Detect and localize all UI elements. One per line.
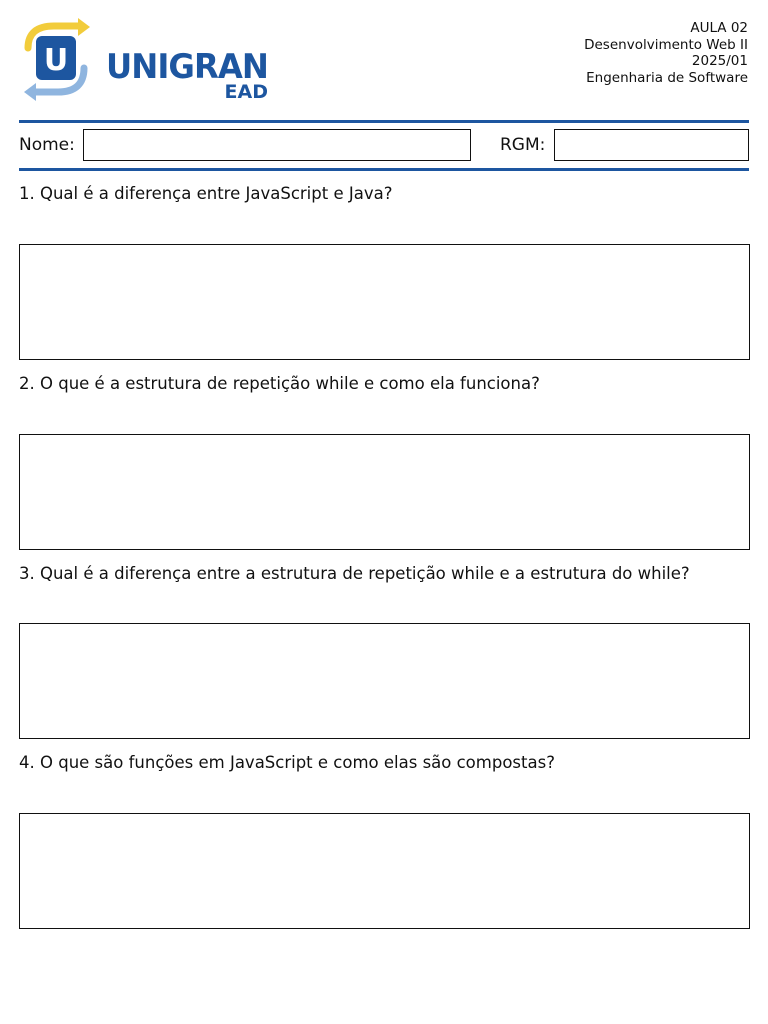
logo-mark-icon xyxy=(20,18,270,103)
nome-field[interactable] xyxy=(83,129,471,161)
answer-box-2[interactable] xyxy=(19,434,750,550)
top-divider xyxy=(19,120,749,123)
question-1: 1. Qual é a diferença entre JavaScript e Java? xyxy=(19,184,393,203)
meta-lesson: AULA 02 xyxy=(690,20,748,36)
logo-initial: U xyxy=(43,43,69,78)
meta-course: Desenvolvimento Web II xyxy=(584,36,748,53)
answer-box-4[interactable] xyxy=(19,813,750,929)
question-2: 2. O que é a estrutura de repetição while e como ela funciona? xyxy=(19,374,540,393)
course-meta xyxy=(584,20,748,86)
answer-box-3[interactable] xyxy=(19,623,750,739)
question-4: 4. O que são funções em JavaScript e como elas são compostas? xyxy=(19,753,555,772)
unigran-ead-logo xyxy=(20,18,270,103)
bottom-divider xyxy=(19,168,749,171)
logo-brand-text: UNIGRAN xyxy=(106,47,268,87)
answer-box-1[interactable] xyxy=(19,244,750,360)
meta-semester: 2025/01 xyxy=(691,53,748,69)
nome-label: Nome: xyxy=(19,135,75,155)
logo-sub-text: EAD xyxy=(224,81,268,103)
rgm-field[interactable] xyxy=(554,129,749,161)
meta-program: Engenharia de Software xyxy=(586,69,748,86)
rgm-label: RGM: xyxy=(500,135,546,155)
question-3: 3. Qual é a diferença entre a estrutura de repetição while e a estrutura do while? xyxy=(19,564,690,583)
